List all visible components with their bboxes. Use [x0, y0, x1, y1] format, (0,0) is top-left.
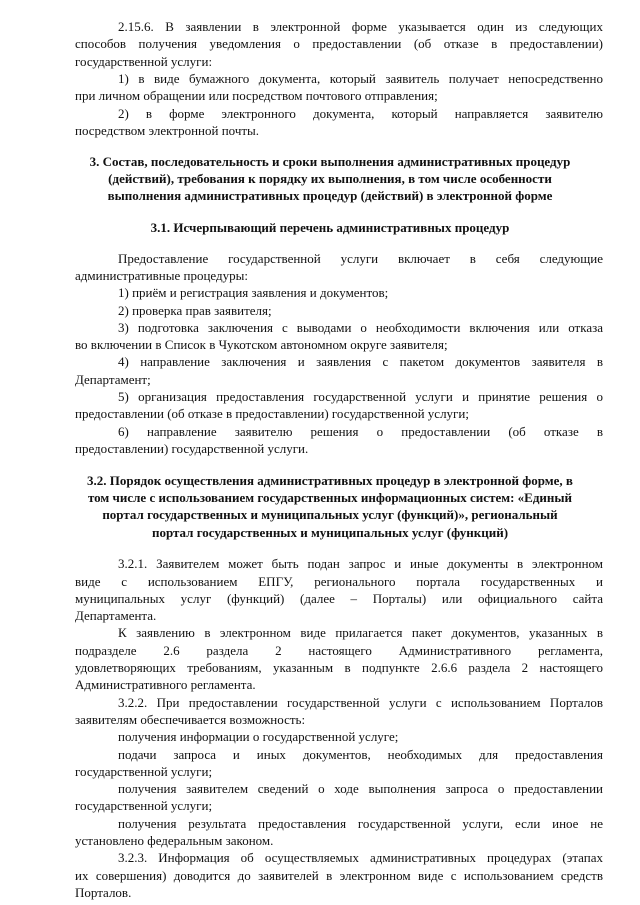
procedure-item-1: 1) приём и регистрация заявления и документов;	[118, 285, 389, 301]
paragraph-3-2-2-line: заявителям обеспечивается возможность:	[75, 711, 306, 727]
capability-item-4-line: получения результата предоставления государственной услуги, если иное не	[118, 815, 603, 831]
paragraph-3-2-1b-line: подразделе 2.6 раздела 2 настоящего Административного регламента,	[75, 642, 603, 658]
section-3-2-heading-line: том числе с использованием государственных информационных систем: «Единый	[87, 489, 573, 505]
procedure-item-6-line: предоставлении) государственной услуги.	[75, 440, 309, 456]
paragraph-2-15-6-line: государственной услуги:	[75, 53, 213, 69]
procedure-item-5-line: 5) организация предоставления государственной услуги и принятие решения о	[118, 389, 603, 405]
procedure-item-6-line: 6) направление заявителю решения о предоставлении (об отказе в	[118, 423, 603, 439]
section-3-heading-line: 3. Состав, последовательность и сроки выполнения административных процедур	[89, 153, 571, 169]
procedure-item-3-line: 3) подготовка заключения с выводами о необходимости включения или отказа	[118, 319, 603, 335]
capability-item-2-line: государственной услуги;	[75, 763, 213, 779]
paragraph-3-2-1-line: Департамента.	[75, 608, 157, 624]
section-3-2-heading-line: портал государственных и муниципальных услуг (функций)», региональный	[102, 507, 558, 523]
section-3-heading-line: выполнения административных процедур (действий) в электронной форме	[107, 188, 553, 204]
section-3-heading-line: (действий), требования к порядку их выполнения, в том числе особенности	[108, 170, 552, 186]
capability-item-3-line: государственной услуги;	[75, 798, 213, 814]
paragraph-3-2-1b-line: удовлетворяющих требованиям, указанным в подпункте 2.6.6 раздела 2 настоящего	[75, 660, 603, 676]
capability-item-4-line: установлено федеральным законом.	[75, 833, 274, 849]
paragraph-3-2-1-line: 3.2.1. Заявителем может быть подан запрос и иные документы в электронном	[118, 556, 603, 572]
section-3-2-heading-line: портал государственных и муниципальных услуг (функций)	[151, 524, 509, 540]
paragraph-3-2-1-line: муниципальных услуг (функций) (далее – Порталы) или официального сайта	[75, 590, 603, 606]
paragraph-3-2-1b-line: Административного регламента.	[75, 677, 256, 693]
capability-item-1: получения информации о государственной услуге;	[118, 729, 399, 745]
procedure-item-2: 2) проверка прав заявителя;	[118, 302, 272, 318]
procedure-item-4-line: Департамент;	[75, 371, 151, 387]
procedure-item-5-line: предоставлении (об отказе в предоставлении) государственной услуги;	[75, 406, 469, 422]
paragraph-3-2-3-line: 3.2.3. Информация об осуществляемых административных процедурах (этапах	[118, 850, 603, 866]
paragraph-3-2-1-line: виде с использованием ЕПГУ, регионального портала государственных и	[75, 573, 603, 589]
section-3-1-heading: 3.1. Исчерпывающий перечень административных процедур	[150, 219, 510, 235]
option-2-line: 2) в форме электронного документа, который направляется заявителю	[118, 105, 603, 121]
capability-item-3-line: получения заявителем сведений о ходе выполнения запроса о предоставлении	[118, 781, 603, 797]
section-3-1-intro-line: Предоставление государственной услуги включает в себя следующие	[118, 250, 603, 266]
option-1-line: 1) в виде бумажного документа, который заявитель получает непосредственно	[118, 70, 603, 86]
paragraph-3-2-2-line: 3.2.2. При предоставлении государственной услуги с использованием Порталов	[118, 694, 603, 710]
procedure-item-4-line: 4) направление заключения и заявления с пакетом документов заявителя в	[118, 354, 603, 370]
paragraph-2-15-6-line: 2.15.6. В заявлении в электронной форме указывается один из следующих	[118, 19, 603, 34]
option-2-line: посредством электронной почты.	[75, 122, 260, 138]
section-3-2-heading-line: 3.2. Порядок осуществления административных процедур в электронной форме, в	[87, 472, 573, 488]
option-1-line: при личном обращении или посредством почтового отправления;	[75, 88, 438, 104]
paragraph-3-2-3-line: Порталов.	[75, 885, 132, 900]
paragraph-3-2-3-line: их совершения) доводится до заявителей в электронном виде с использованием средств	[75, 867, 603, 883]
paragraph-2-15-6-line: способов получения уведомления о предоставлении (об отказе в предоставлении)	[75, 36, 603, 52]
capability-item-2-line: подачи запроса и иных документов, необходимых для предоставления	[118, 746, 603, 762]
paragraph-3-2-1b-line: К заявлению в электронном виде прилагается пакет документов, указанных в	[118, 625, 603, 641]
section-3-1-intro-line: административные процедуры:	[75, 267, 248, 283]
procedure-item-3-line: во включении в Список в Чукотском автономном округе заявителя;	[75, 337, 448, 353]
